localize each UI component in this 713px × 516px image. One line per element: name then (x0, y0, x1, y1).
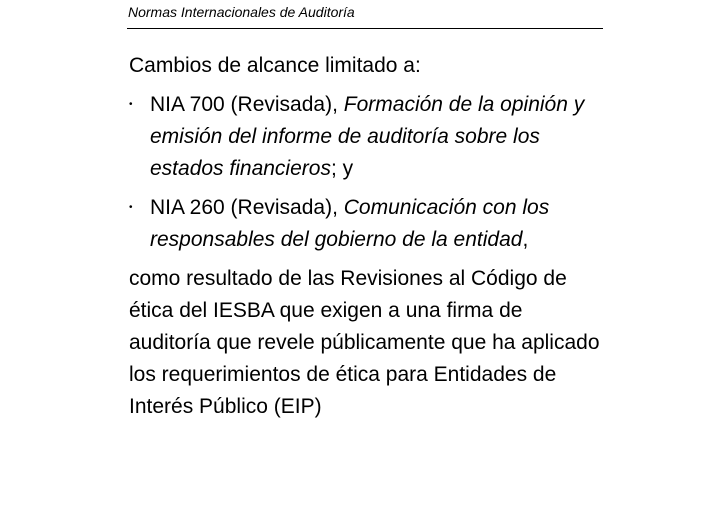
bullet-item-nia-260 (129, 192, 609, 256)
page-body (129, 50, 609, 423)
bullet-icon: • (129, 202, 133, 213)
header-rule (127, 28, 603, 29)
running-header: Normas Internacionales de Auditoría (128, 4, 355, 20)
bullet-text (150, 192, 609, 256)
bullet-standard: NIA 700 (Revisada), (150, 93, 344, 116)
bullet-standard-title: Formación de la opinión y emisión del informe de auditoría sobre los estados financieros (150, 93, 585, 180)
bullet-suffix: , (522, 228, 529, 251)
bullet-standard: NIA 260 (Revisada), (150, 196, 344, 219)
bullet-standard-title: Comunicación con los responsables del gobierno de la entidad (150, 196, 550, 251)
closing-paragraph: como resultado de las Revisiones al Código de ética del IESBA que exigen a una firma de auditoría que revele públicamente que ha aplicado los requerimientos de ética para Entidades de Interés Público (EIP) (129, 267, 600, 418)
bullet-suffix: ; y (330, 157, 354, 180)
intro-paragraph: Cambios de alcance limitado a: (129, 54, 421, 77)
bullet-text (150, 89, 609, 185)
bullet-icon: • (129, 99, 133, 110)
bullet-item-nia-700 (129, 89, 609, 185)
